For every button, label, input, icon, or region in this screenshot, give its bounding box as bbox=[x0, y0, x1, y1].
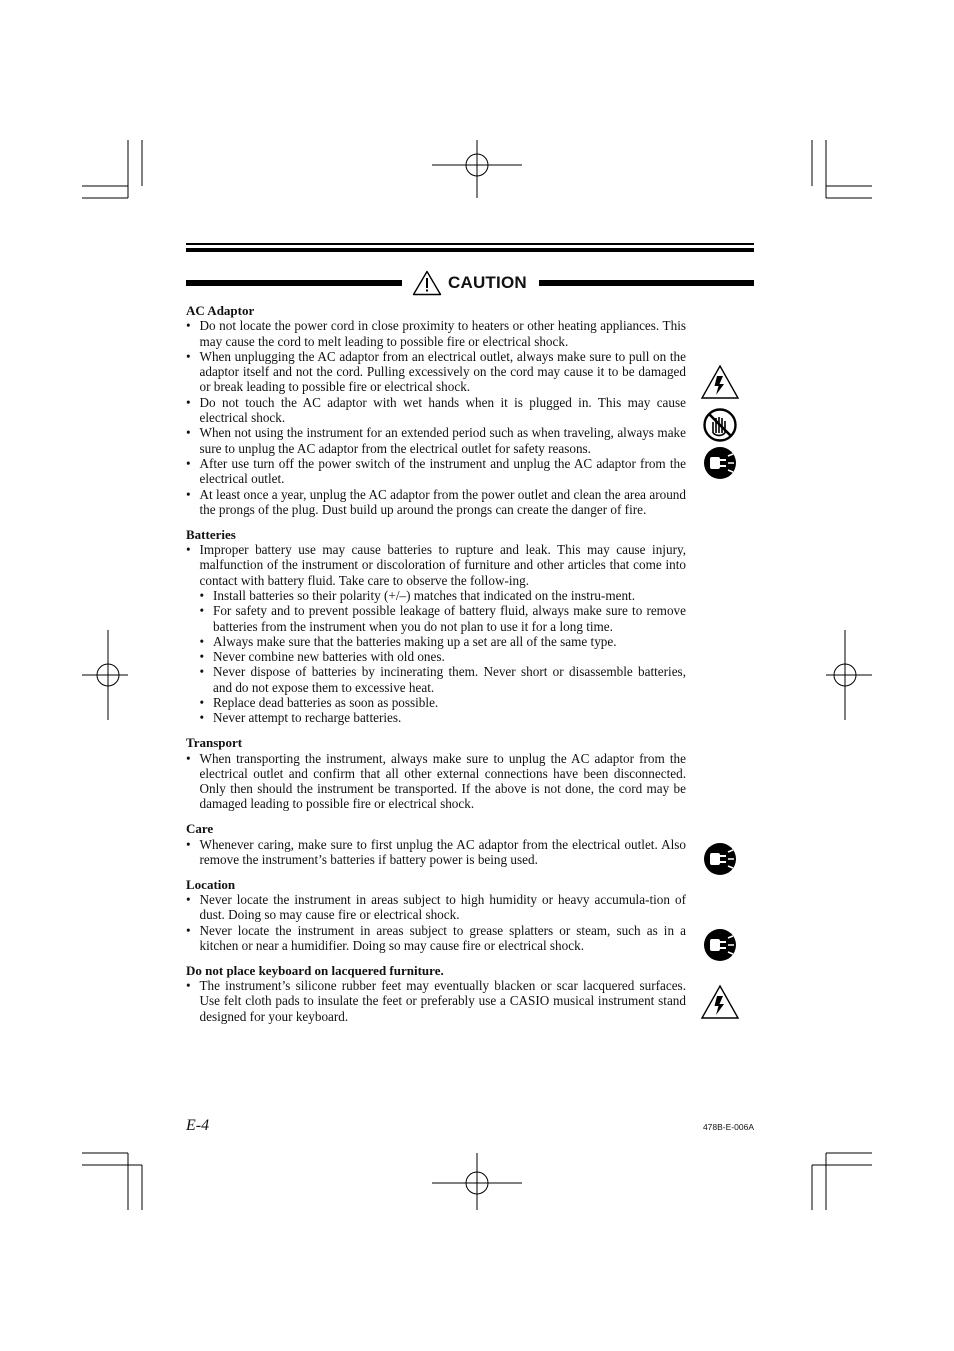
list-item: • After use turn off the power switch of the instrument and unplug the AC adaptor from the electrical outlet. bbox=[186, 456, 686, 487]
list-item: • When unplugging the AC adaptor from an electrical outlet, always make sure to pull on the adaptor itself and not the cord. Pulling excessively on the cord may cause it to be damaged or break leading to possible fire or electrical shock. bbox=[186, 349, 686, 395]
section-ac-adaptor bbox=[186, 303, 686, 517]
list-item: • Never combine new batteries with old ones. bbox=[200, 649, 687, 664]
section-title: Do not place keyboard on lacquered furniture. bbox=[186, 962, 444, 978]
caution-bar-right bbox=[539, 280, 754, 286]
page-number: E-4 bbox=[186, 1117, 210, 1134]
list-item: • Never attempt to recharge batteries. bbox=[200, 710, 687, 725]
list-item: • Never dispose of batteries by incinerating them. Never short or disassemble batteries, and do not expose them to excessive heat. bbox=[200, 664, 687, 695]
list-item: • Replace dead batteries as soon as possible. bbox=[200, 695, 687, 710]
list-item: • Whenever caring, make sure to first unplug the AC adaptor from the electrical outlet. Also remove the instrument’s batteries if battery power is being used. bbox=[186, 837, 686, 868]
list-item: • Do not touch the AC adaptor with wet hands when it is plugged in. This may cause electrical shock. bbox=[186, 395, 686, 426]
section-title: Care bbox=[186, 821, 214, 837]
section-title: Location bbox=[186, 876, 236, 892]
list-item: • Do not locate the power cord in close proximity to heaters or other heating appliances. This may cause the cord to melt leading to possible fire or electrical shock. bbox=[186, 318, 686, 349]
list-item: • Always make sure that the batteries making up a set are all of the same type. bbox=[200, 634, 687, 649]
list-item: • Never locate the instrument in areas subject to grease splatters or steam, such as in a kitchen or near a humidifier. Doing so may cause fire or electrical shock. bbox=[186, 923, 686, 954]
list-item: • At least once a year, unplug the AC adaptor from the power outlet and clean the area around the prongs of the plug. Dust build up around the prongs can create the danger of fire. bbox=[186, 487, 686, 518]
list-item: • For safety and to prevent possible leakage of battery fluid, always make sure to remove batteries from the instrument when you do not plan to use it for a long time. bbox=[200, 603, 687, 634]
list-item: • Never locate the instrument in areas subject to high humidity or heavy accumula-tion of dust. Doing so may cause fire or electrical shock. bbox=[186, 892, 686, 923]
section-transport bbox=[186, 735, 686, 811]
unplug-icon-care bbox=[703, 928, 737, 962]
warning-triangle-icon bbox=[412, 270, 442, 296]
section-title: Batteries bbox=[186, 526, 236, 542]
header-rule-thin bbox=[186, 243, 754, 245]
caution-header bbox=[186, 268, 754, 298]
caution-bar-left bbox=[186, 280, 402, 286]
caution-title bbox=[412, 268, 527, 298]
section-location bbox=[186, 877, 686, 953]
section-title: Transport bbox=[186, 735, 243, 751]
caution-label: CAUTION bbox=[448, 273, 527, 292]
section-lacquered-furniture bbox=[186, 963, 686, 1024]
list-item: • When transporting the instrument, always make sure to unplug the AC adaptor from the electrical outlet and confirm that all other external connections have been disconnected. Only then should the instrument be transported. If the above is not done, the cord may be damaged leading to possible fire or electrical shock. bbox=[186, 751, 686, 812]
list-item: • When not using the instrument for an extended period such as when traveling, always make sure to unplug the AC adaptor from the electrical outlet for safety reasons. bbox=[186, 425, 686, 456]
caution-content bbox=[186, 303, 686, 1024]
list-item: • Install batteries so their polarity (+/–) matches that indicated on the instru-ment. bbox=[200, 588, 687, 603]
document-code: 478B-E-006A bbox=[702, 1122, 754, 1132]
unplug-icon-transport bbox=[703, 842, 737, 876]
section-title: AC Adaptor bbox=[186, 303, 255, 318]
list-item: • Improper battery use may cause batteries to rupture and leak. This may cause injury, malfunction of the instrument or discoloration of furniture and other articles that come into contact with battery fluid. Take care to observe the follow-ing. bbox=[186, 542, 686, 588]
section-care bbox=[186, 821, 686, 867]
section-batteries bbox=[186, 527, 686, 726]
list-item: • The instrument’s silicone rubber feet may eventually blacken or scar lacquered surfaces. Use felt cloth pads to insulate the feet or preferably use a CASIO musical instrument stand designed for your keyboard. bbox=[186, 978, 686, 1024]
electric-shock-warning-icon-location bbox=[700, 984, 740, 1020]
unplug-icon bbox=[703, 446, 737, 480]
electric-shock-warning-icon bbox=[700, 364, 740, 400]
no-wet-hands-icon bbox=[703, 408, 737, 442]
header-rule-thick bbox=[186, 248, 754, 252]
